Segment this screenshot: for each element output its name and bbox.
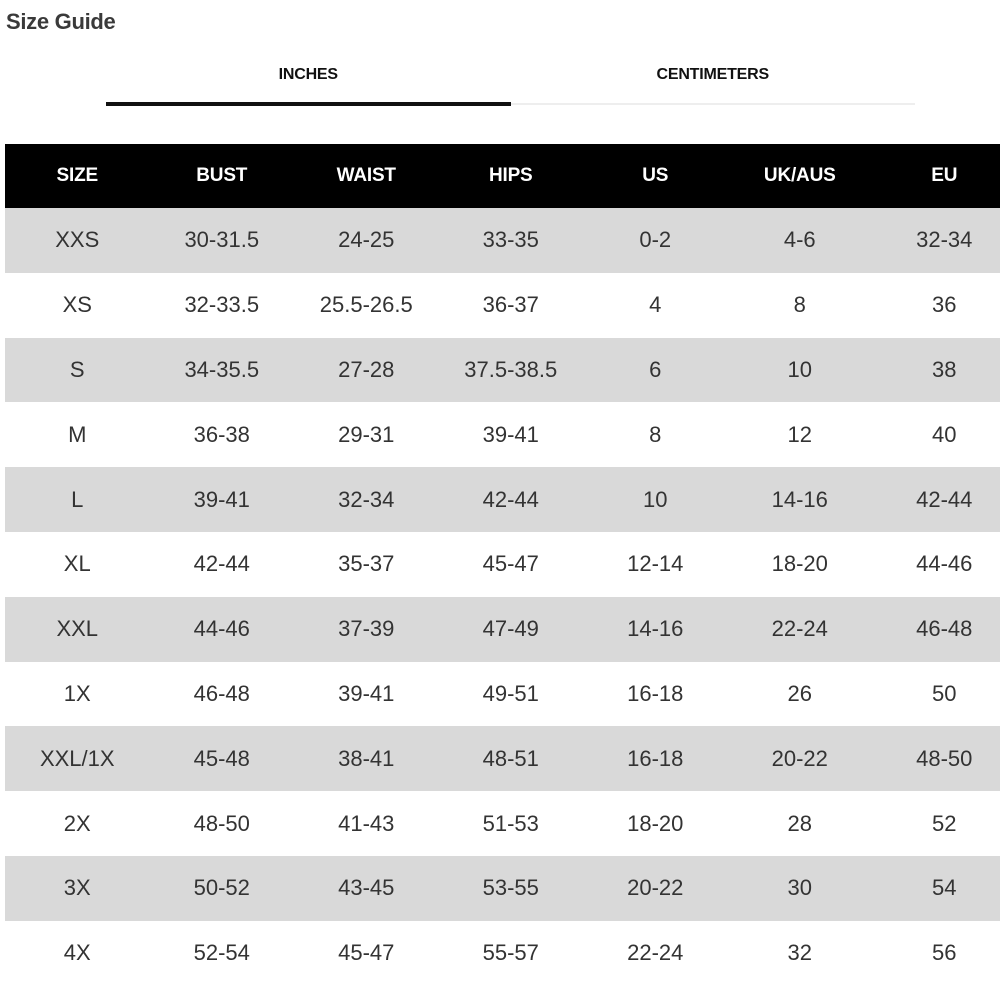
cell-waist: 29-31 xyxy=(294,402,439,467)
header-waist: WAIST xyxy=(294,144,439,208)
cell-size: 1X xyxy=(5,662,150,727)
cell-waist: 39-41 xyxy=(294,662,439,727)
cell-waist: 37-39 xyxy=(294,597,439,662)
cell-us: 10 xyxy=(583,467,728,532)
table-row xyxy=(5,273,1000,338)
header-hips: HIPS xyxy=(439,144,584,208)
header-bust: BUST xyxy=(150,144,295,208)
table-row xyxy=(5,338,1000,403)
cell-bust: 36-38 xyxy=(150,402,295,467)
header-uk-aus: UK/AUS xyxy=(728,144,873,208)
table-row xyxy=(5,402,1000,467)
cell-hips: 45-47 xyxy=(439,532,584,597)
cell-us: 22-24 xyxy=(583,921,728,986)
cell-size: 3X xyxy=(5,856,150,921)
cell-bust: 48-50 xyxy=(150,791,295,856)
cell-hips: 39-41 xyxy=(439,402,584,467)
cell-uk-aus: 12 xyxy=(728,402,873,467)
table-header-row xyxy=(5,144,1000,208)
cell-eu: 54 xyxy=(872,856,1000,921)
cell-waist: 35-37 xyxy=(294,532,439,597)
cell-size: XXL xyxy=(5,597,150,662)
cell-eu: 52 xyxy=(872,791,1000,856)
table-row xyxy=(5,921,1000,986)
cell-size: XXL/1X xyxy=(5,726,150,791)
cell-eu: 44-46 xyxy=(872,532,1000,597)
cell-uk-aus: 22-24 xyxy=(728,597,873,662)
cell-eu: 42-44 xyxy=(872,467,1000,532)
cell-waist: 27-28 xyxy=(294,338,439,403)
cell-eu: 40 xyxy=(872,402,1000,467)
cell-bust: 34-35.5 xyxy=(150,338,295,403)
cell-bust: 50-52 xyxy=(150,856,295,921)
page-title: Size Guide xyxy=(6,9,116,34)
cell-uk-aus: 28 xyxy=(728,791,873,856)
size-chart-table xyxy=(5,144,1000,986)
table-row xyxy=(5,791,1000,856)
cell-us: 16-18 xyxy=(583,726,728,791)
cell-waist: 45-47 xyxy=(294,921,439,986)
cell-hips: 42-44 xyxy=(439,467,584,532)
cell-uk-aus: 18-20 xyxy=(728,532,873,597)
cell-uk-aus: 10 xyxy=(728,338,873,403)
header-us: US xyxy=(583,144,728,208)
cell-uk-aus: 20-22 xyxy=(728,726,873,791)
cell-hips: 48-51 xyxy=(439,726,584,791)
cell-size: XXS xyxy=(5,208,150,273)
tab-centimeters[interactable]: CENTIMETERS xyxy=(511,60,916,107)
cell-hips: 36-37 xyxy=(439,273,584,338)
cell-hips: 51-53 xyxy=(439,791,584,856)
cell-bust: 39-41 xyxy=(150,467,295,532)
cell-eu: 46-48 xyxy=(872,597,1000,662)
cell-bust: 52-54 xyxy=(150,921,295,986)
cell-bust: 46-48 xyxy=(150,662,295,727)
cell-hips: 53-55 xyxy=(439,856,584,921)
cell-hips: 37.5-38.5 xyxy=(439,338,584,403)
cell-bust: 44-46 xyxy=(150,597,295,662)
table-row xyxy=(5,467,1000,532)
table-body xyxy=(5,208,1000,986)
cell-uk-aus: 26 xyxy=(728,662,873,727)
cell-waist: 24-25 xyxy=(294,208,439,273)
cell-size: XL xyxy=(5,532,150,597)
cell-hips: 49-51 xyxy=(439,662,584,727)
cell-hips: 47-49 xyxy=(439,597,584,662)
cell-uk-aus: 4-6 xyxy=(728,208,873,273)
cell-size: L xyxy=(5,467,150,532)
cell-size: S xyxy=(5,338,150,403)
cell-eu: 32-34 xyxy=(872,208,1000,273)
table-row xyxy=(5,208,1000,273)
cell-size: 4X xyxy=(5,921,150,986)
cell-us: 0-2 xyxy=(583,208,728,273)
cell-size: XS xyxy=(5,273,150,338)
cell-bust: 30-31.5 xyxy=(150,208,295,273)
cell-bust: 32-33.5 xyxy=(150,273,295,338)
cell-us: 14-16 xyxy=(583,597,728,662)
table-row xyxy=(5,532,1000,597)
cell-waist: 41-43 xyxy=(294,791,439,856)
cell-uk-aus: 30 xyxy=(728,856,873,921)
cell-uk-aus: 14-16 xyxy=(728,467,873,532)
cell-eu: 36 xyxy=(872,273,1000,338)
header-size: SIZE xyxy=(5,144,150,208)
cell-waist: 25.5-26.5 xyxy=(294,273,439,338)
cell-eu: 48-50 xyxy=(872,726,1000,791)
cell-us: 12-14 xyxy=(583,532,728,597)
cell-bust: 42-44 xyxy=(150,532,295,597)
cell-bust: 45-48 xyxy=(150,726,295,791)
cell-eu: 56 xyxy=(872,921,1000,986)
cell-waist: 43-45 xyxy=(294,856,439,921)
table-row xyxy=(5,856,1000,921)
cell-size: M xyxy=(5,402,150,467)
cell-hips: 55-57 xyxy=(439,921,584,986)
table-row xyxy=(5,597,1000,662)
cell-us: 8 xyxy=(583,402,728,467)
cell-hips: 33-35 xyxy=(439,208,584,273)
cell-us: 20-22 xyxy=(583,856,728,921)
table-row xyxy=(5,726,1000,791)
cell-size: 2X xyxy=(5,791,150,856)
cell-us: 18-20 xyxy=(583,791,728,856)
unit-tabs xyxy=(106,60,915,107)
cell-waist: 32-34 xyxy=(294,467,439,532)
cell-us: 16-18 xyxy=(583,662,728,727)
cell-uk-aus: 32 xyxy=(728,921,873,986)
cell-us: 4 xyxy=(583,273,728,338)
tab-inches[interactable]: INCHES xyxy=(106,60,511,107)
cell-eu: 50 xyxy=(872,662,1000,727)
cell-eu: 38 xyxy=(872,338,1000,403)
table-row xyxy=(5,662,1000,727)
cell-waist: 38-41 xyxy=(294,726,439,791)
cell-uk-aus: 8 xyxy=(728,273,873,338)
header-eu: EU xyxy=(872,144,1000,208)
cell-us: 6 xyxy=(583,338,728,403)
